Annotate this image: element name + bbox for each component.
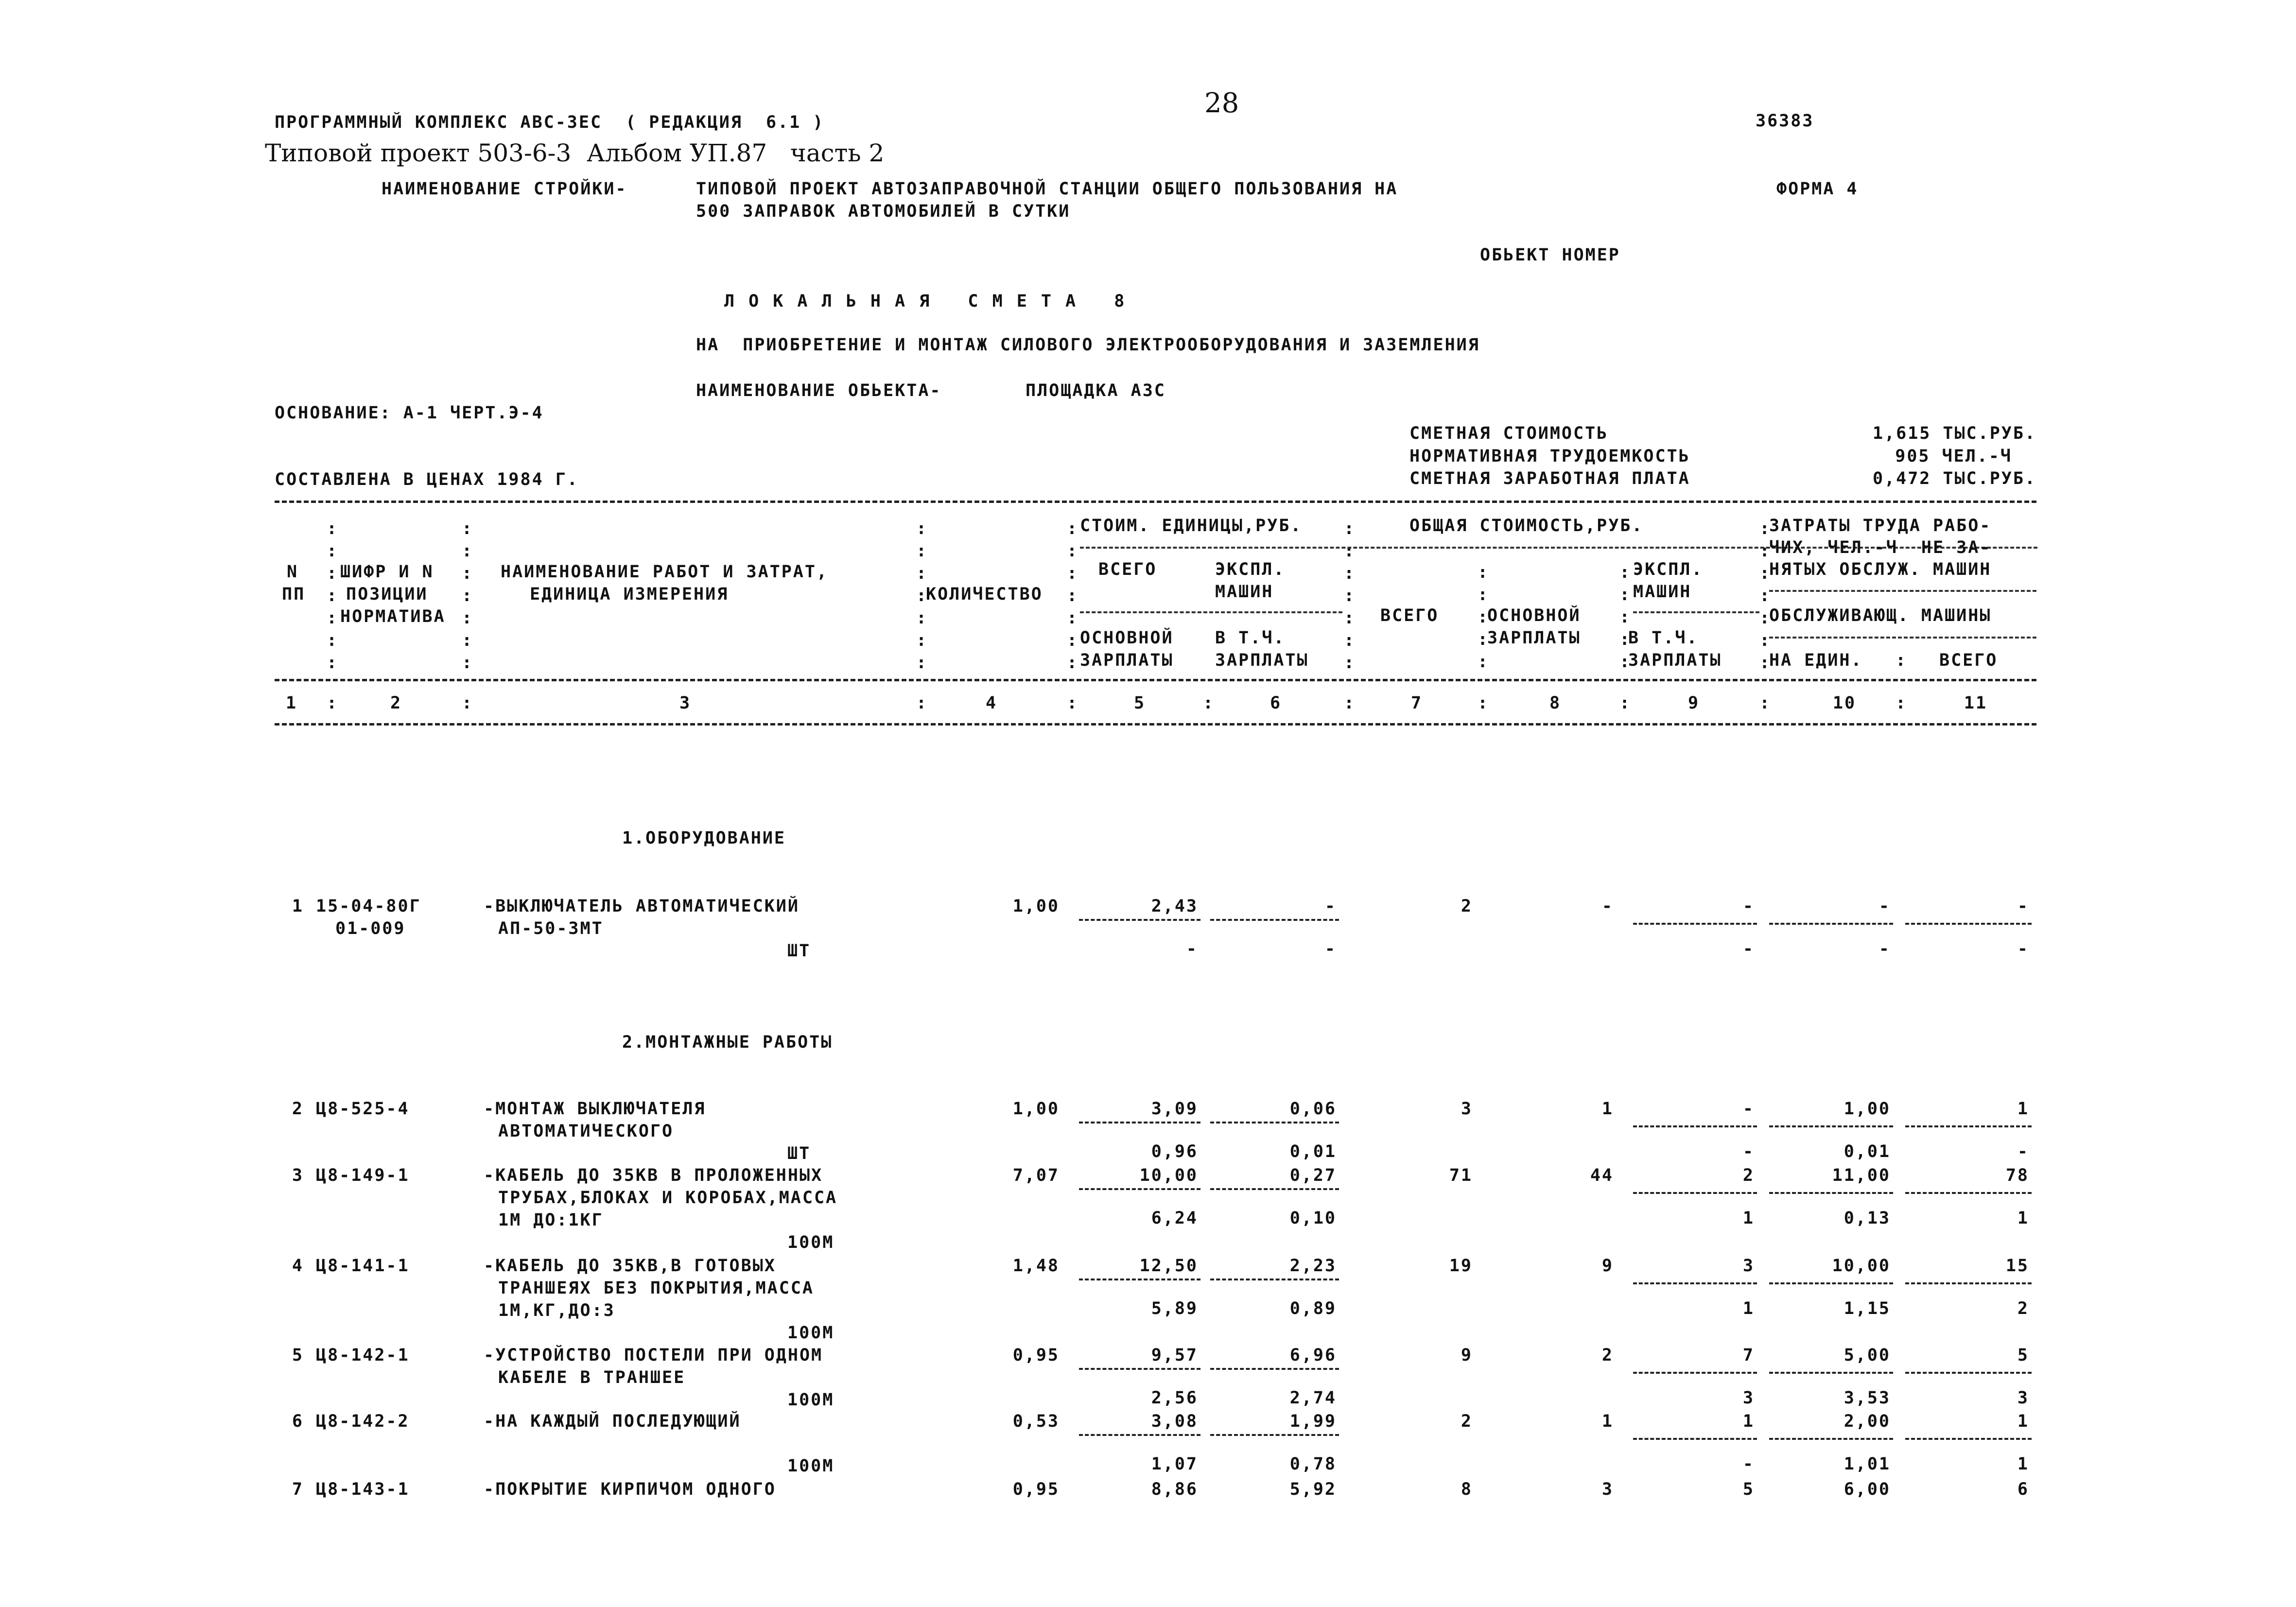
cell-c10b: 1,01: [1844, 1454, 1891, 1474]
row-number: 4: [292, 1256, 304, 1276]
col-separator: :: [1896, 693, 1908, 713]
cell-c5b: 2,56: [1151, 1388, 1198, 1408]
construction-line1: ТИПОВОЙ ПРОЕКТ АВТОЗАПРАВОЧНОЙ СТАНЦИИ ОБЩЕГО ПОЛЬЗОВАНИЯ НА: [696, 179, 1398, 199]
row-name: -МОНТАЖ ВЫКЛЮЧАТЕЛЯ: [484, 1099, 706, 1119]
header-labor: ЗАТРАТЫ ТРУДА РАБО-: [1769, 516, 1992, 536]
object-name-label: НАИМЕНОВАНИЕ ОБЬЕКТА-: [696, 381, 942, 400]
summary-value: 905 ЧЕЛ.-Ч: [1895, 447, 2012, 466]
program-line: ПРОГРАММНЫЙ КОМПЛЕКС АВС-ЗЕС ( РЕДАКЦИЯ 6.1 ): [275, 113, 825, 132]
col-separator: :: [916, 693, 928, 713]
row-rule: [1079, 919, 1200, 921]
header-zarplaty: ЗАРПЛАТЫ: [1628, 651, 1722, 670]
summary-label: НОРМАТИВНАЯ ТРУДОЕМКОСТЬ: [1409, 447, 1690, 466]
cell-c11: 6: [2017, 1480, 2029, 1499]
row-rule: [1079, 1188, 1200, 1190]
col-number: 6: [1270, 693, 1282, 713]
col-separator: : : : : :: [1619, 563, 1632, 672]
row-rule: [1905, 1192, 2032, 1194]
col-separator: : : : : : : :: [1759, 519, 1772, 673]
col-number: 3: [679, 693, 692, 713]
row-qty: 0,53: [1012, 1412, 1060, 1431]
cell-c10: 1,00: [1844, 1099, 1891, 1119]
cell-c9: -: [1742, 897, 1755, 916]
row-rule: [1210, 1188, 1339, 1190]
cell-c6: 0,06: [1289, 1099, 1337, 1119]
col-separator: : : : : : : :: [462, 519, 474, 673]
cell-c10: -: [1879, 897, 1891, 916]
doc-number: 36383: [1756, 111, 1814, 131]
rule: [1769, 590, 2036, 592]
row-rule: [1769, 1438, 1893, 1440]
cell-c11b: -: [2017, 939, 2029, 959]
row-name: АП-50-3МТ: [498, 919, 604, 938]
header-col-sep: :: [1896, 651, 1908, 670]
row-code: Ц8-142-2: [316, 1412, 410, 1431]
row-name: 1М,КГ,ДО:3: [498, 1301, 615, 1320]
header-expl: МАШИН: [1633, 582, 1692, 602]
summary-label: СМЕТНАЯ ЗАРАБОТНАЯ ПЛАТА: [1409, 469, 1690, 488]
cell-c7: 2: [1461, 1412, 1473, 1431]
cell-c5b: -: [1186, 939, 1198, 959]
row-rule: [1079, 1434, 1200, 1436]
cell-c10: 11,00: [1832, 1166, 1891, 1185]
row-name: -НА КАЖДЫЙ ПОСЛЕДУЮЩИЙ: [484, 1412, 741, 1431]
header-zarplaty: ЗАРПЛАТЫ: [1080, 651, 1174, 670]
page-number: 28: [1204, 87, 1239, 119]
row-number: 3: [292, 1166, 304, 1185]
cell-c6b: -: [1324, 939, 1337, 959]
prices: СОСТАВЛЕНА В ЦЕНАХ 1984 Г.: [275, 470, 579, 489]
cell-c8: 44: [1590, 1166, 1614, 1185]
col-number: 11: [1964, 693, 1988, 713]
col-number: 1: [285, 693, 298, 713]
col-number: 5: [1133, 693, 1146, 713]
cell-c8: 9: [1601, 1256, 1614, 1276]
header-qty: КОЛИЧЕСТВО: [926, 585, 1043, 604]
cell-c9: 5: [1742, 1480, 1755, 1499]
cell-c11: 1: [2017, 1412, 2029, 1431]
col-separator: :: [462, 693, 474, 713]
cell-c5b: 5,89: [1151, 1299, 1198, 1318]
row-name: -УСТРОЙСТВО ПОСТЕЛИ ПРИ ОДНОМ: [484, 1346, 823, 1365]
cell-c11b: 2: [2017, 1299, 2029, 1318]
row-rule: [1079, 1279, 1200, 1280]
cell-c7: 71: [1449, 1166, 1473, 1185]
row-rule: [1769, 1192, 1893, 1194]
row-qty: 1,00: [1012, 1099, 1060, 1119]
cell-c5: 10,00: [1139, 1166, 1198, 1185]
cell-c8: 1: [1601, 1412, 1614, 1431]
col-separator: : : : : : : :: [1344, 519, 1356, 673]
row-qty: 0,95: [1012, 1480, 1060, 1499]
cell-c6b: 2,74: [1289, 1388, 1337, 1408]
row-rule: [1633, 1125, 1757, 1127]
cell-c6b: 0,78: [1289, 1454, 1337, 1474]
section-title: 2.МОНТАЖНЫЕ РАБОТЫ: [622, 1033, 833, 1052]
header-code: ШИФР И N: [340, 562, 434, 582]
row-rule: [1210, 1122, 1339, 1123]
row-name: -ВЫКЛЮЧАТЕЛЬ АВТОМАТИЧЕСКИЙ: [484, 897, 800, 916]
cell-c8: 1: [1601, 1099, 1614, 1119]
cell-c11b: -: [2017, 1142, 2029, 1161]
header-osnovnoy: ОСНОВНОЙ: [1487, 606, 1581, 625]
cell-c6: 6,96: [1289, 1346, 1337, 1365]
cell-c9b: -: [1742, 1142, 1755, 1161]
row-rule: [1769, 1125, 1893, 1127]
cell-c5: 8,86: [1151, 1480, 1198, 1499]
row-qty: 7,07: [1012, 1166, 1060, 1185]
cell-c11: 78: [2005, 1166, 2029, 1185]
row-rule: [1079, 1122, 1200, 1123]
row-number: 1: [292, 897, 304, 916]
row-code: Ц8-142-1: [316, 1346, 410, 1365]
row-rule: [1905, 1438, 2032, 1440]
cell-c6b: 0,01: [1289, 1142, 1337, 1161]
cell-c9b: -: [1742, 1454, 1755, 1474]
cell-c5: 9,57: [1151, 1346, 1198, 1365]
cell-c6: 0,27: [1289, 1166, 1337, 1185]
col-number: 4: [985, 693, 998, 713]
object-name: ПЛОЩАДКА АЗС: [1026, 381, 1166, 400]
header-labor: НЯТЫХ ОБСЛУЖ. МАШИН: [1769, 560, 1992, 579]
row-name: ТРАНШЕЯХ БЕЗ ПОКРЫТИЯ,МАССА: [498, 1279, 814, 1298]
basis: ОСНОВАНИЕ: А-1 ЧЕРТ.Э-4: [275, 403, 544, 423]
row-rule: [1633, 1372, 1757, 1374]
row-number: 5: [292, 1346, 304, 1365]
rule: [1080, 611, 1342, 613]
cell-c8: -: [1601, 897, 1614, 916]
col-separator: :: [1203, 693, 1215, 713]
header-osnovnoy: ОСНОВНОЙ: [1080, 628, 1174, 648]
header-vtch: В Т.Ч.: [1628, 628, 1699, 648]
col-separator: : : : : :: [1478, 563, 1490, 672]
rule: [1769, 637, 2036, 639]
cell-c6: 5,92: [1289, 1480, 1337, 1499]
cell-c10: 2,00: [1844, 1412, 1891, 1431]
cell-c10b: 0,01: [1844, 1142, 1891, 1161]
row-rule: [1210, 919, 1339, 921]
construction-label: НАИМЕНОВАНИЕ СТРОЙКИ-: [382, 179, 627, 199]
row-rule: [1210, 1279, 1339, 1280]
row-name: -КАБЕЛЬ ДО 35КВ В ПРОЛОЖЕННЫХ: [484, 1166, 823, 1185]
cell-c7: 8: [1461, 1480, 1473, 1499]
cell-c10b: 1,15: [1844, 1299, 1891, 1318]
row-number: 2: [292, 1099, 304, 1119]
row-name: КАБЕЛЕ В ТРАНШЕЕ: [498, 1368, 686, 1387]
cell-c6: -: [1324, 897, 1337, 916]
cell-c9b: 1: [1742, 1299, 1755, 1318]
row-name: -ПОКРЫТИЕ КИРПИЧОМ ОДНОГО: [484, 1480, 776, 1499]
header-vtch: В Т.Ч.: [1215, 628, 1286, 648]
cell-c10b: -: [1879, 939, 1891, 959]
row-unit: 100М: [787, 1233, 835, 1252]
estimate-title: Л О К А Л Ь Н А Я С М Е Т А 8: [724, 292, 1127, 311]
header-n: N: [287, 562, 299, 582]
row-rule: [1210, 1434, 1339, 1436]
row-rule: [1769, 1282, 1893, 1284]
row-name: ТРУБАХ,БЛОКАХ И КОРОБАХ,МАССА: [498, 1188, 838, 1208]
header-total: ВСЕГО: [1939, 651, 1998, 670]
row-rule: [1769, 923, 1893, 925]
form-label: ФОРМА 4: [1776, 179, 1859, 199]
cell-c7: 19: [1449, 1256, 1473, 1276]
row-rule: [1633, 1192, 1757, 1194]
cell-c5b: 0,96: [1151, 1142, 1198, 1161]
col-number: 10: [1832, 693, 1857, 713]
col-separator: : : : : : : :: [1067, 519, 1079, 673]
summary-label: СМЕТНАЯ СТОИМОСТЬ: [1409, 424, 1609, 443]
cell-c11b: 1: [2017, 1454, 2029, 1474]
row-rule: [1633, 1282, 1757, 1284]
rule: [275, 501, 2036, 503]
header-pp: ПП: [282, 585, 306, 604]
col-separator: :: [1759, 693, 1772, 713]
cell-c9: 3: [1742, 1256, 1755, 1276]
header-code: ПОЗИЦИИ: [346, 585, 428, 604]
cell-c10b: 0,13: [1844, 1209, 1891, 1228]
header-name: ЕДИНИЦА ИЗМЕРЕНИЯ: [530, 585, 729, 604]
row-number: 7: [292, 1480, 304, 1499]
col-separator: :: [1344, 693, 1356, 713]
row-code: Ц8-143-1: [316, 1480, 410, 1499]
header-labor: ОБСЛУЖИВАЮЩ. МАШИНЫ: [1769, 606, 1992, 625]
row-unit: 100М: [787, 1390, 835, 1410]
cell-c11: 15: [2005, 1256, 2029, 1276]
header-zarplaty: ЗАРПЛАТЫ: [1215, 651, 1309, 670]
cell-c6b: 0,89: [1289, 1299, 1337, 1318]
row-rule: [1905, 1282, 2032, 1284]
header-vsego: ВСЕГО: [1380, 606, 1439, 625]
col-separator: : : : : : : :: [916, 519, 928, 673]
rule: [1633, 611, 1759, 613]
row-code: Ц8-141-1: [316, 1256, 410, 1276]
col-separator: :: [1619, 693, 1632, 713]
cell-c5: 3,09: [1151, 1099, 1198, 1119]
col-separator: :: [327, 693, 339, 713]
section-title: 1.ОБОРУДОВАНИЕ: [622, 829, 786, 848]
row-rule: [1769, 1372, 1893, 1374]
cell-c9b: -: [1742, 939, 1755, 959]
cell-c5: 3,08: [1151, 1412, 1198, 1431]
cell-c9b: 1: [1742, 1209, 1755, 1228]
cell-c6: 1,99: [1289, 1412, 1337, 1431]
object-number: ОБЬЕКТ НОМЕР: [1480, 245, 1620, 265]
row-qty: 0,95: [1012, 1346, 1060, 1365]
cell-c5b: 1,07: [1151, 1454, 1198, 1474]
row-name: -КАБЕЛЬ ДО 35КВ,В ГОТОВЫХ: [484, 1256, 776, 1276]
cell-c11: 5: [2017, 1346, 2029, 1365]
summary-value: 1,615 ТЫС.РУБ.: [1872, 424, 2036, 443]
cell-c6b: 0,10: [1289, 1209, 1337, 1228]
cell-c5: 12,50: [1139, 1256, 1198, 1276]
cell-c11: -: [2017, 897, 2029, 916]
cell-c11: 1: [2017, 1099, 2029, 1119]
row-name: 1М ДО:1КГ: [498, 1210, 604, 1230]
cell-c9: 2: [1742, 1166, 1755, 1185]
col-number: 2: [390, 693, 402, 713]
row-rule: [1633, 1438, 1757, 1440]
cell-c8: 3: [1601, 1480, 1614, 1499]
row-code: 15-04-80Г: [316, 897, 421, 916]
cell-c10b: 3,53: [1844, 1388, 1891, 1408]
cell-c9: -: [1742, 1099, 1755, 1119]
cell-c9: 1: [1742, 1412, 1755, 1431]
cell-c5b: 6,24: [1151, 1209, 1198, 1228]
cell-c8: 2: [1601, 1346, 1614, 1365]
row-qty: 1,00: [1012, 897, 1060, 916]
row-rule: [1633, 923, 1757, 925]
row-unit: ШТ: [787, 1144, 811, 1163]
handwritten-project: Типовой проект 503-6-3 Альбом УП.87 часть 2: [265, 139, 885, 167]
header-zarplaty: ЗАРПЛАТЫ: [1487, 628, 1581, 648]
header-expl: МАШИН: [1215, 582, 1274, 602]
row-number: 6: [292, 1412, 304, 1431]
row-rule: [1905, 923, 2032, 925]
row-code: Ц8-149-1: [316, 1166, 410, 1185]
cell-c5: 2,43: [1151, 897, 1198, 916]
cell-c6: 2,23: [1289, 1256, 1337, 1276]
cell-c7: 3: [1461, 1099, 1473, 1119]
header-expl: ЭКСПЛ.: [1633, 560, 1704, 579]
cell-c9: 7: [1742, 1346, 1755, 1365]
row-rule: [1905, 1125, 2032, 1127]
header-expl: ЭКСПЛ.: [1215, 560, 1286, 579]
construction-line2: 500 ЗАПРАВОК АВТОМОБИЛЕЙ В СУТКИ: [696, 202, 1071, 221]
row-name: АВТОМАТИЧЕСКОГО: [498, 1122, 674, 1141]
cell-c10: 10,00: [1832, 1256, 1891, 1276]
col-separator: : : : : : : :: [327, 519, 339, 673]
row-code: 01-009: [335, 919, 406, 938]
row-qty: 1,48: [1012, 1256, 1060, 1276]
cell-c7: 2: [1461, 897, 1473, 916]
col-number: 9: [1687, 693, 1700, 713]
row-rule: [1079, 1368, 1200, 1370]
summary-value: 0,472 ТЫС.РУБ.: [1872, 469, 2036, 488]
cell-c7: 9: [1461, 1346, 1473, 1365]
row-unit: ШТ: [787, 941, 811, 961]
row-code: Ц8-525-4: [316, 1099, 410, 1119]
row-unit: 100М: [787, 1456, 835, 1476]
col-separator: :: [1478, 693, 1490, 713]
cell-c11b: 1: [2017, 1209, 2029, 1228]
col-separator: :: [1067, 693, 1079, 713]
col-number: 7: [1410, 693, 1423, 713]
row-rule: [1905, 1372, 2032, 1374]
rule: [275, 723, 2036, 726]
cell-c10: 5,00: [1844, 1346, 1891, 1365]
header-per-unit: НА ЕДИН.: [1769, 651, 1863, 670]
header-labor: ЧИХ, ЧЕЛ.-Ч НЕ ЗА-: [1769, 538, 1992, 557]
estimate-subject: НА ПРИОБРЕТЕНИЕ И МОНТАЖ СИЛОВОГО ЭЛЕКТРООБОРУДОВАНИЯ И ЗАЗЕМЛЕНИЯ: [696, 335, 1480, 355]
header-unit-cost: СТОИМ. ЕДИНИЦЫ,РУБ.: [1080, 516, 1303, 536]
cell-c10: 6,00: [1844, 1480, 1891, 1499]
header-code: НОРМАТИВА: [340, 607, 446, 626]
header-total-cost: ОБЩАЯ СТОИМОСТЬ,РУБ.: [1409, 516, 1644, 536]
rule: [275, 679, 2036, 681]
header-name: НАИМЕНОВАНИЕ РАБОТ И ЗАТРАТ,: [501, 562, 829, 582]
header-vsego: ВСЕГО: [1098, 560, 1157, 579]
cell-c11b: 3: [2017, 1388, 2029, 1408]
row-unit: 100М: [787, 1323, 835, 1343]
row-rule: [1210, 1368, 1339, 1370]
col-number: 8: [1549, 693, 1562, 713]
cell-c9b: 3: [1742, 1388, 1755, 1408]
